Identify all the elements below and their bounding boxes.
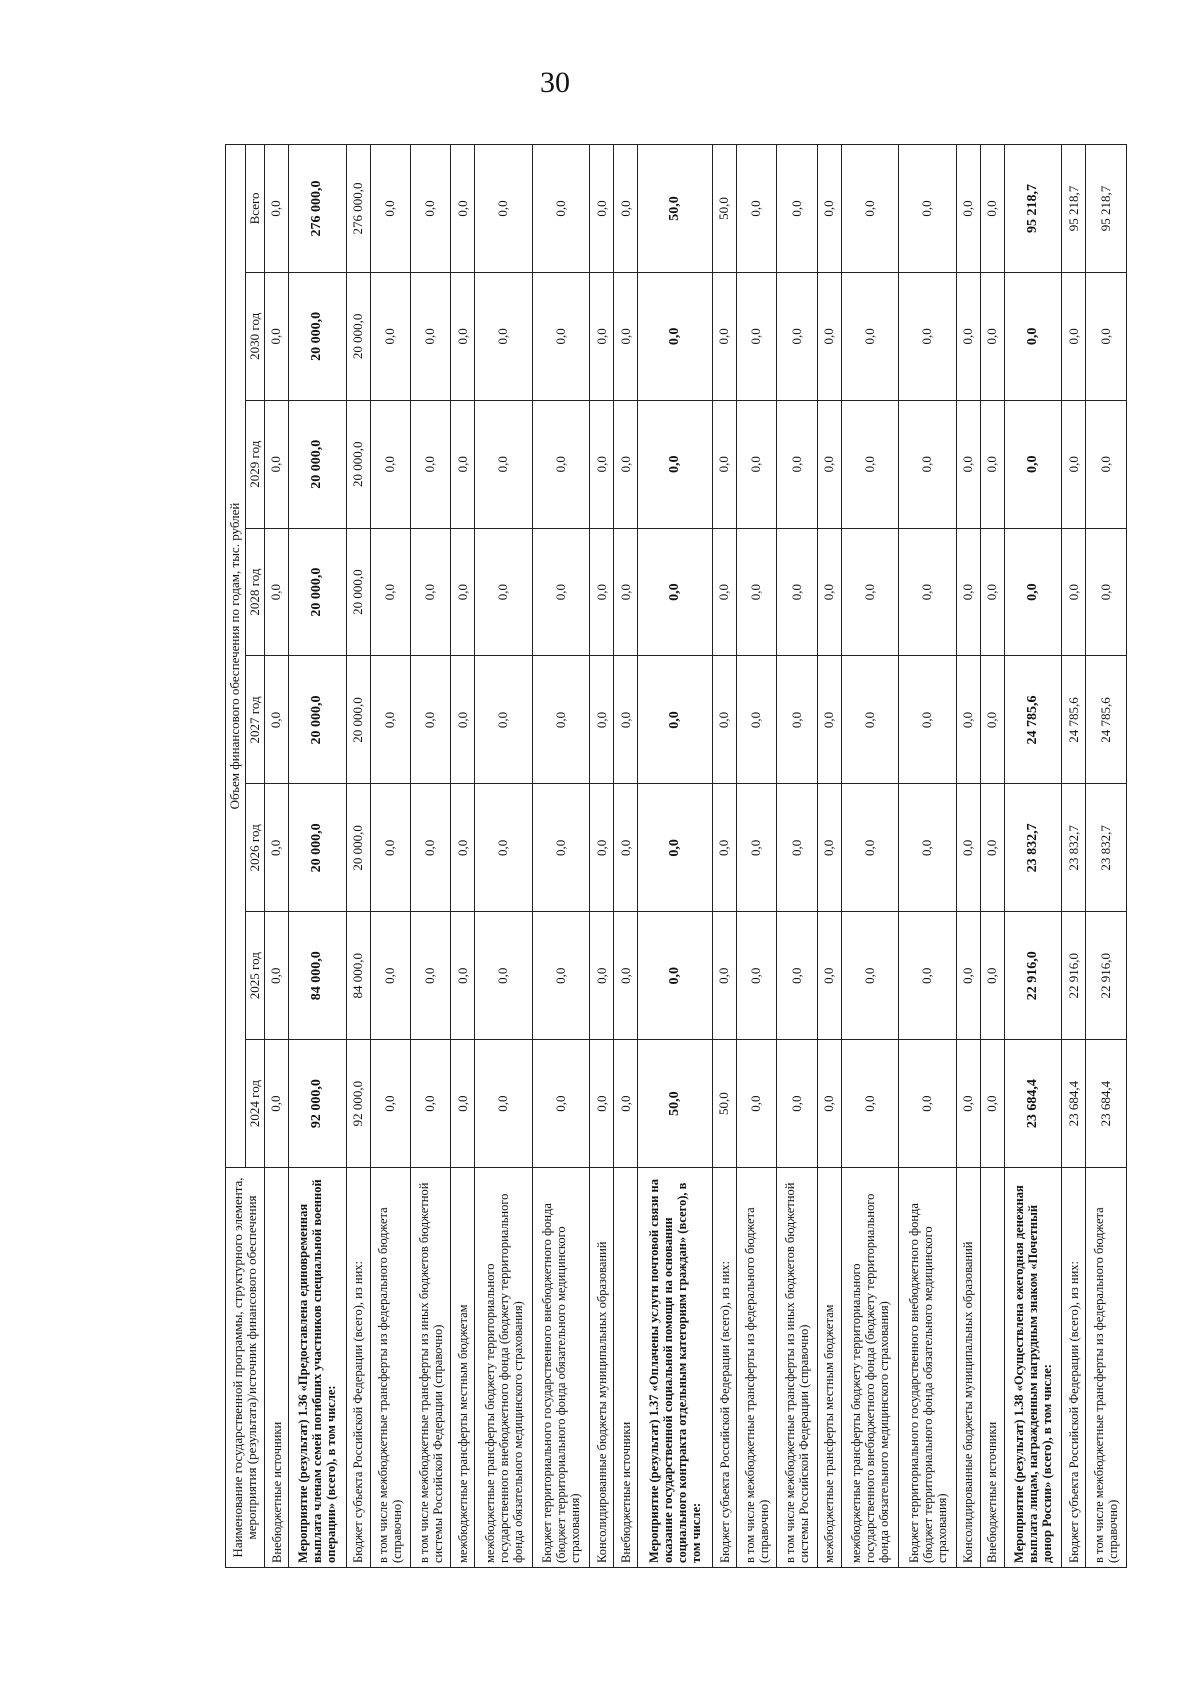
value-cell: 0,0 — [1004, 528, 1062, 656]
value-cell: 0,0 — [817, 784, 841, 912]
table-row — [817, 145, 841, 1568]
value-cell: 0,0 — [1086, 272, 1127, 400]
table-row — [410, 145, 450, 1568]
value-cell: 0,0 — [1086, 528, 1127, 656]
value-cell: 0,0 — [713, 272, 737, 400]
table-row — [370, 145, 410, 1568]
value-cell: 20 000,0 — [346, 784, 370, 912]
value-cell: 0,0 — [980, 145, 1004, 273]
value-cell: 22 916,0 — [1086, 912, 1127, 1040]
row-name-cell: Мероприятие (результат) 1.37 «Оплачены услуги почтовой связи на оказание государственной социальной помощи на основании социального контракта отдельным категориям граждан» (всего), в том числе: — [638, 1168, 713, 1568]
value-cell: 0,0 — [475, 912, 533, 1040]
value-cell: 0,0 — [737, 1040, 777, 1168]
value-cell: 0,0 — [614, 400, 638, 528]
value-cell: 0,0 — [713, 656, 737, 784]
value-cell: 0,0 — [410, 400, 450, 528]
value-cell: 0,0 — [532, 400, 590, 528]
row-name-cell: в том числе межбюджетные трансферты из федерального бюджета (справочно) — [1086, 1168, 1127, 1568]
table-row — [289, 145, 347, 1568]
header-year-cell: 2027 год — [245, 656, 265, 784]
table-row — [1004, 145, 1062, 1568]
value-cell: 0,0 — [956, 1040, 980, 1168]
value-cell: 0,0 — [265, 1040, 289, 1168]
value-cell: 0,0 — [614, 272, 638, 400]
value-cell: 0,0 — [899, 272, 957, 400]
value-cell: 0,0 — [899, 656, 957, 784]
value-cell: 0,0 — [713, 528, 737, 656]
value-cell: 0,0 — [1004, 400, 1062, 528]
value-cell: 0,0 — [1062, 272, 1086, 400]
value-cell: 0,0 — [370, 400, 410, 528]
value-cell: 0,0 — [614, 912, 638, 1040]
table-row — [713, 145, 737, 1568]
header-name-cell: Наименование государственной программы, структурного элемента, мероприятия (результата)/источник финансового обеспечения — [226, 1168, 265, 1568]
value-cell: 0,0 — [475, 1040, 533, 1168]
value-cell: 0,0 — [980, 912, 1004, 1040]
value-cell: 0,0 — [899, 1040, 957, 1168]
value-cell: 0,0 — [265, 912, 289, 1040]
value-cell: 0,0 — [451, 784, 475, 912]
value-cell: 0,0 — [841, 1040, 899, 1168]
value-cell: 20 000,0 — [289, 528, 347, 656]
row-name-cell: межбюджетные трансферты местным бюджетам — [817, 1168, 841, 1568]
row-name-cell: Консолидированные бюджеты муниципальных образований — [590, 1168, 614, 1568]
table-row — [638, 145, 713, 1568]
value-cell: 0,0 — [590, 400, 614, 528]
value-cell: 0,0 — [777, 272, 817, 400]
value-cell: 23 684,4 — [1004, 1040, 1062, 1168]
value-cell: 50,0 — [713, 145, 737, 273]
value-cell: 0,0 — [532, 1040, 590, 1168]
value-cell: 95 218,7 — [1086, 145, 1127, 273]
value-cell: 23 684,4 — [1086, 1040, 1127, 1168]
value-cell: 0,0 — [475, 272, 533, 400]
value-cell: 0,0 — [956, 528, 980, 656]
row-name-cell: в том числе межбюджетные трансферты из федерального бюджета (справочно) — [370, 1168, 410, 1568]
value-cell: 20 000,0 — [346, 528, 370, 656]
row-name-cell: Внебюджетные источники — [980, 1168, 1004, 1568]
value-cell: 0,0 — [532, 656, 590, 784]
value-cell: 0,0 — [956, 272, 980, 400]
row-name-cell: межбюджетные трансферты местным бюджетам — [451, 1168, 475, 1568]
value-cell: 0,0 — [956, 145, 980, 273]
value-cell: 0,0 — [737, 784, 777, 912]
value-cell: 0,0 — [980, 400, 1004, 528]
table-row — [346, 145, 370, 1568]
value-cell: 20 000,0 — [346, 272, 370, 400]
value-cell: 50,0 — [638, 1040, 713, 1168]
header-row-group — [226, 145, 246, 1568]
header-year-cell: 2030 год — [245, 272, 265, 400]
header-year-cell: Всего — [245, 145, 265, 273]
value-cell: 0,0 — [590, 528, 614, 656]
row-name-cell: Бюджет субъекта Российской Федерации (всего), из них: — [713, 1168, 737, 1568]
row-name-cell: Внебюджетные источники — [265, 1168, 289, 1568]
value-cell: 0,0 — [532, 912, 590, 1040]
value-cell: 0,0 — [777, 528, 817, 656]
value-cell: 95 218,7 — [1004, 145, 1062, 273]
value-cell: 0,0 — [451, 400, 475, 528]
table-row — [777, 145, 817, 1568]
value-cell: 0,0 — [956, 912, 980, 1040]
table-row — [1062, 145, 1086, 1568]
header-group-cell: Объем финансового обеспечения по годам, тыс. рублей — [226, 145, 246, 1168]
value-cell: 0,0 — [737, 912, 777, 1040]
header-year-cell: 2029 год — [245, 400, 265, 528]
value-cell: 0,0 — [841, 272, 899, 400]
value-cell: 0,0 — [956, 784, 980, 912]
header-year-cell: 2025 год — [245, 912, 265, 1040]
table-row — [451, 145, 475, 1568]
row-name-cell: межбюджетные трансферты бюджету территориального государственного внебюджетного фонда (бюджету территориального фонда обязательного медицинского страхования) — [841, 1168, 899, 1568]
value-cell: 0,0 — [590, 1040, 614, 1168]
value-cell: 0,0 — [777, 784, 817, 912]
value-cell: 0,0 — [841, 528, 899, 656]
row-name-cell: в том числе межбюджетные трансферты из иных бюджетов бюджетной системы Российской Федерации (справочно) — [777, 1168, 817, 1568]
value-cell: 0,0 — [614, 145, 638, 273]
value-cell: 0,0 — [1086, 400, 1127, 528]
value-cell: 0,0 — [475, 145, 533, 273]
value-cell: 0,0 — [817, 912, 841, 1040]
table-row — [956, 145, 980, 1568]
value-cell: 0,0 — [638, 272, 713, 400]
value-cell: 0,0 — [614, 784, 638, 912]
value-cell: 0,0 — [614, 1040, 638, 1168]
value-cell: 0,0 — [956, 656, 980, 784]
value-cell: 0,0 — [370, 784, 410, 912]
value-cell: 0,0 — [475, 784, 533, 912]
value-cell: 92 000,0 — [346, 1040, 370, 1168]
table-row — [265, 145, 289, 1568]
value-cell: 0,0 — [370, 528, 410, 656]
value-cell: 0,0 — [265, 528, 289, 656]
value-cell: 0,0 — [980, 656, 1004, 784]
value-cell: 0,0 — [532, 784, 590, 912]
value-cell: 0,0 — [451, 656, 475, 784]
value-cell: 0,0 — [899, 145, 957, 273]
value-cell: 24 785,6 — [1004, 656, 1062, 784]
value-cell: 0,0 — [451, 1040, 475, 1168]
value-cell: 0,0 — [265, 784, 289, 912]
row-name-cell: Бюджет территориального государственного внебюджетного фонда (бюджет территориального фонда обязательного медицинского страхования) — [899, 1168, 957, 1568]
value-cell: 0,0 — [475, 400, 533, 528]
row-name-cell: Внебюджетные источники — [614, 1168, 638, 1568]
value-cell: 0,0 — [370, 272, 410, 400]
value-cell: 50,0 — [713, 1040, 737, 1168]
value-cell: 0,0 — [899, 912, 957, 1040]
value-cell: 0,0 — [590, 912, 614, 1040]
header-year-cell: 2026 год — [245, 784, 265, 912]
row-name-cell: Бюджет территориального государственного внебюджетного фонда (бюджет территориального фонда обязательного медицинского страхования) — [532, 1168, 590, 1568]
value-cell: 0,0 — [899, 528, 957, 656]
row-name-cell: Бюджет субъекта Российской Федерации (всего), из них: — [1062, 1168, 1086, 1568]
value-cell: 0,0 — [817, 400, 841, 528]
value-cell: 22 916,0 — [1062, 912, 1086, 1040]
value-cell: 0,0 — [265, 145, 289, 273]
value-cell: 0,0 — [370, 656, 410, 784]
value-cell: 0,0 — [980, 272, 1004, 400]
value-cell: 0,0 — [737, 656, 777, 784]
value-cell: 0,0 — [532, 272, 590, 400]
value-cell: 0,0 — [817, 145, 841, 273]
value-cell: 0,0 — [410, 1040, 450, 1168]
value-cell: 20 000,0 — [289, 400, 347, 528]
value-cell: 0,0 — [777, 145, 817, 273]
value-cell: 0,0 — [410, 528, 450, 656]
value-cell: 0,0 — [1004, 272, 1062, 400]
table-row — [841, 145, 899, 1568]
value-cell: 20 000,0 — [346, 656, 370, 784]
value-cell: 0,0 — [777, 1040, 817, 1168]
value-cell: 0,0 — [638, 528, 713, 656]
value-cell: 0,0 — [713, 912, 737, 1040]
value-cell: 0,0 — [777, 400, 817, 528]
value-cell: 84 000,0 — [346, 912, 370, 1040]
row-name-cell: в том числе межбюджетные трансферты из иных бюджетов бюджетной системы Российской Федерации (справочно) — [410, 1168, 450, 1568]
value-cell: 0,0 — [841, 656, 899, 784]
value-cell: 0,0 — [737, 400, 777, 528]
value-cell: 20 000,0 — [346, 400, 370, 528]
row-name-cell: в том числе межбюджетные трансферты из федерального бюджета (справочно) — [737, 1168, 777, 1568]
value-cell: 0,0 — [451, 528, 475, 656]
value-cell: 95 218,7 — [1062, 145, 1086, 273]
financing-table — [225, 144, 1127, 1568]
value-cell: 0,0 — [817, 656, 841, 784]
value-cell: 0,0 — [817, 1040, 841, 1168]
value-cell: 0,0 — [638, 656, 713, 784]
value-cell: 0,0 — [265, 272, 289, 400]
value-cell: 23 832,7 — [1062, 784, 1086, 912]
value-cell: 0,0 — [841, 912, 899, 1040]
value-cell: 0,0 — [532, 145, 590, 273]
value-cell: 24 785,6 — [1062, 656, 1086, 784]
value-cell: 20 000,0 — [289, 784, 347, 912]
value-cell: 0,0 — [614, 656, 638, 784]
table-row — [980, 145, 1004, 1568]
value-cell: 0,0 — [451, 272, 475, 400]
value-cell: 0,0 — [777, 656, 817, 784]
value-cell: 0,0 — [817, 272, 841, 400]
value-cell: 0,0 — [980, 528, 1004, 656]
table-row — [475, 145, 533, 1568]
value-cell: 0,0 — [899, 784, 957, 912]
value-cell: 0,0 — [410, 912, 450, 1040]
value-cell: 0,0 — [638, 400, 713, 528]
value-cell: 276 000,0 — [289, 145, 347, 273]
table-row — [532, 145, 590, 1568]
row-name-cell: межбюджетные трансферты бюджету территориального государственного внебюджетного фонда (бюджету территориального фонда обязательного медицинского страхования) — [475, 1168, 533, 1568]
value-cell: 20 000,0 — [289, 272, 347, 400]
value-cell: 92 000,0 — [289, 1040, 347, 1168]
row-name-cell: Бюджет субъекта Российской Федерации (всего), из них: — [346, 1168, 370, 1568]
rotated-table-container — [225, 144, 1127, 1568]
value-cell: 0,0 — [475, 656, 533, 784]
table-row — [899, 145, 957, 1568]
table-body — [265, 145, 1127, 1568]
table-row — [737, 145, 777, 1568]
value-cell: 0,0 — [777, 912, 817, 1040]
value-cell: 23 832,7 — [1004, 784, 1062, 912]
value-cell: 23 832,7 — [1086, 784, 1127, 912]
value-cell: 0,0 — [1062, 400, 1086, 528]
value-cell: 0,0 — [713, 400, 737, 528]
value-cell: 276 000,0 — [346, 145, 370, 273]
value-cell: 0,0 — [410, 784, 450, 912]
value-cell: 0,0 — [817, 528, 841, 656]
table-row — [1086, 145, 1127, 1568]
value-cell: 0,0 — [956, 400, 980, 528]
value-cell: 0,0 — [451, 145, 475, 273]
value-cell: 0,0 — [737, 145, 777, 273]
value-cell: 23 684,4 — [1062, 1040, 1086, 1168]
value-cell: 50,0 — [638, 145, 713, 273]
table-row — [614, 145, 638, 1568]
value-cell: 84 000,0 — [289, 912, 347, 1040]
row-name-cell: Мероприятие (результат) 1.38 «Осуществлена ежегодная денежная выплата лицам, награжденным нагрудным знаком «Почетный донор России» (всего), в том числе: — [1004, 1168, 1062, 1568]
value-cell: 0,0 — [451, 912, 475, 1040]
value-cell: 0,0 — [638, 784, 713, 912]
value-cell: 0,0 — [841, 784, 899, 912]
value-cell: 0,0 — [532, 528, 590, 656]
header-year-cell: 2028 год — [245, 528, 265, 656]
row-name-cell: Мероприятие (результат) 1.36 «Предоставлена единовременная выплата членам семей погибших участников специальной военной операции» (всего), в том числе: — [289, 1168, 347, 1568]
value-cell: 0,0 — [590, 145, 614, 273]
value-cell: 0,0 — [590, 784, 614, 912]
value-cell: 0,0 — [841, 400, 899, 528]
value-cell: 0,0 — [980, 784, 1004, 912]
value-cell: 0,0 — [370, 1040, 410, 1168]
value-cell: 22 916,0 — [1004, 912, 1062, 1040]
value-cell: 20 000,0 — [289, 656, 347, 784]
value-cell: 0,0 — [370, 912, 410, 1040]
value-cell: 0,0 — [410, 272, 450, 400]
value-cell: 0,0 — [370, 145, 410, 273]
row-name-cell: Консолидированные бюджеты муниципальных образований — [956, 1168, 980, 1568]
value-cell: 0,0 — [590, 656, 614, 784]
value-cell: 0,0 — [899, 400, 957, 528]
value-cell: 0,0 — [1062, 528, 1086, 656]
value-cell: 0,0 — [638, 912, 713, 1040]
value-cell: 0,0 — [590, 272, 614, 400]
value-cell: 0,0 — [265, 656, 289, 784]
value-cell: 0,0 — [841, 145, 899, 273]
value-cell: 24 785,6 — [1086, 656, 1127, 784]
header-year-cell: 2024 год — [245, 1040, 265, 1168]
value-cell: 0,0 — [713, 784, 737, 912]
value-cell: 0,0 — [410, 145, 450, 273]
table-row — [590, 145, 614, 1568]
value-cell: 0,0 — [410, 656, 450, 784]
value-cell: 0,0 — [614, 528, 638, 656]
value-cell: 0,0 — [737, 528, 777, 656]
value-cell: 0,0 — [980, 1040, 1004, 1168]
page-number: 30 — [540, 66, 570, 99]
value-cell: 0,0 — [475, 528, 533, 656]
value-cell: 0,0 — [737, 272, 777, 400]
value-cell: 0,0 — [265, 400, 289, 528]
